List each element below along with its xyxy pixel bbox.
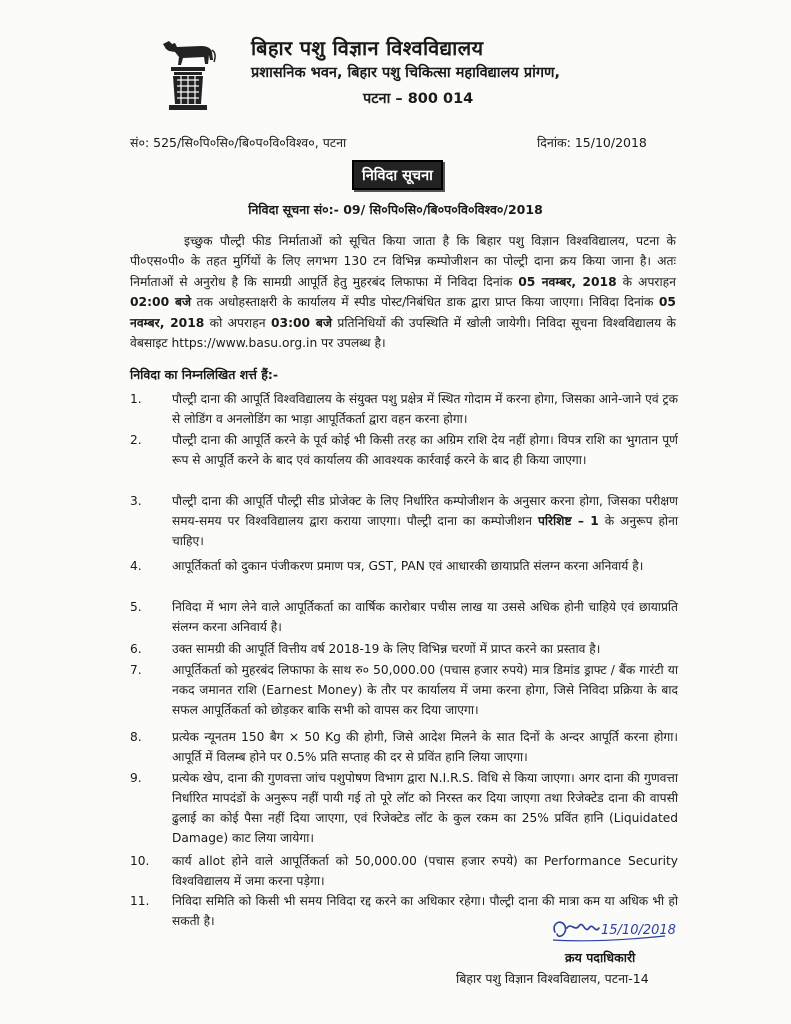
condition-number: 8. <box>130 730 142 744</box>
condition-text-part: के अनुरूप होना चाहिए। <box>172 514 679 548</box>
condition-number: 10. <box>130 854 150 868</box>
condition-text: कार्य allot होने वाले आपूर्तिकर्ता को 50,000.00 (पचास हजार रुपये) का Performance Security विश्वविद्यालय में जमा करना पड़ेगा। <box>172 854 678 888</box>
condition-item <box>130 389 678 429</box>
university-address: प्रशासनिक भवन, बिहार पशु चिकित्सा महाविद्यालय प्रांगण, <box>251 65 561 81</box>
condition-text: पौल्ट्री दाना की आपूर्ति विश्वविद्यालय के संयुक्त पशु प्रक्षेत्र में स्थित गोदाम में करना होगा, जिसका आने-जाने एवं ट्रक से लोडिंग व अनलोडिंग का भाड़ा आपूर्तिकर्ता द्वारा वहन करना होगा। <box>172 392 678 426</box>
condition-text: उक्त सामग्री की आपूर्ति वित्तीय वर्ष 2018-19 के लिए विभिन्न चरणों में प्राप्त करने का प्रस्ताव है। <box>172 642 601 656</box>
university-emblem-icon <box>157 38 219 114</box>
condition-item <box>130 660 678 720</box>
intro-text: इच्छुक पौल्ट्री फीड निर्माताओं को सूचित किया जाता है कि बिहार पशु विज्ञान विश्वविद्यालय, पटना के पी०एस०पी० के तहत मुर्गियों के लिए लगभग 130 टन विभिन्न कम्पोजीशन का पोल्ट्री दाना क्रय किया जाना है। अतः निर्माताओं से अनुरोध है कि सामग्री आपूर्ति हेतु मुहरबंद लिफाफा में निविदा दिनांक <box>130 234 676 289</box>
condition-text: निविदा में भाग लेने वाले आपूर्तिकर्ता का वार्षिक कारोबार पचीस लाख या उससे अधिक होनी चाहिये एवं छायाप्रति संलग्न करना अनिवार्य है। <box>172 600 678 634</box>
condition-number: 9. <box>130 771 142 785</box>
intro-paragraph <box>130 231 676 353</box>
condition-item <box>130 597 678 637</box>
condition-item <box>130 727 678 767</box>
notice-number: निविदा सूचना सं०:- 09/ सि०पि०सि०/बि०प०वि०विश्व०/2018 <box>248 202 543 217</box>
condition-number: 1. <box>130 392 142 406</box>
intro-text: तक अधोहस्ताक्षरी के कार्यालय में स्पीड पोस्ट/निबंधित डाक द्वारा प्राप्त किया जाएगा। निविदा दिनांक <box>191 295 659 310</box>
university-city: पटना – 800 014 <box>363 91 474 107</box>
reference-date: दिनांक: 15/10/2018 <box>537 135 647 150</box>
handwritten-signature <box>535 906 685 952</box>
condition-text: पौल्ट्री दाना की आपूर्ति करने के पूर्व कोई भी किसी तरह का अग्रिम राशि देय नहीं होगा। विपत्र राशि का भुगतान पूर्ण रूप से आपूर्ति करने के बाद एवं कार्यालय की आवश्यक कार्रवाई करने के बाद ही किया जाएगा। <box>172 433 678 467</box>
intro-date-1: 05 नवम्बर, 2018 <box>518 274 617 289</box>
condition-text: आपूर्तिकर्ता को दुकान पंजीकरण प्रमाण पत्र, GST, PAN एवं आधारकी छायाप्रति संलग्न करना अनिवार्य है। <box>172 559 644 573</box>
intro-time-1: 02:00 बजे <box>130 295 192 310</box>
condition-number: 7. <box>130 663 142 677</box>
condition-text: प्रत्येक खेप, दाना की गुणवत्ता जांच पशुपोषण विभाग द्वारा N.I.R.S. विधि से किया जाएगा। अगर दाना की गुणवत्ता निर्धारित मापदंडों के अनुरूप नहीं पायी गई तो पूरे लॉट को निरस्त कर दिया जाएगा तथा रिजेक्टेड दाना की वापसी ढुलाई का कोई पैसा नहीं दिया जाएगा, एवं रिजेक्टेड लॉट के कुल रकम का 25% प्रविंत हानि (Liquidated Damage) काट लिया जायेगा। <box>172 771 678 845</box>
notice-title: निविदा सूचना <box>352 160 443 190</box>
intro-text: प्रतिनिधियों की उपस्थिति में खोली जायेगी। निविदा सूचना विश्वविद्यालय के वेबसाइट https://www.basu.org.in पर उपलब्ध है। <box>130 315 676 351</box>
condition-item <box>130 639 678 659</box>
condition-number: 4. <box>130 559 142 573</box>
condition-item <box>130 491 678 551</box>
condition-number: 11. <box>130 894 150 908</box>
condition-text <box>172 491 678 551</box>
condition-number: 2. <box>130 433 142 447</box>
signatory-title: क्रय पदाधिकारी <box>565 950 636 965</box>
condition-item <box>130 556 678 576</box>
reference-number: सं०: 525/सि०पि०सि०/बि०प०वि०विश्व०, पटना <box>130 135 347 150</box>
signature-date: 15/10/2018 <box>601 923 676 938</box>
condition-text: निविदा समिति को किसी भी समय निविदा रद्द करने का अधिकार रहेगा। पौल्ट्री दाना की मात्रा कम या अधिक भी हो सकती है। <box>172 894 678 928</box>
condition-item <box>130 768 678 848</box>
conditions-heading: निविदा का निम्नलिखित शर्त्त हैं:- <box>130 367 279 382</box>
condition-text-part: पौल्ट्री दाना की आपूर्ति पौल्ट्री सीड प्रोजेक्ट के लिए निर्धारित कम्पोजीशन के अनुसार करना होगा, जिसका परीक्षण समय-समय पर विश्वविद्यालय द्वारा कराया जाएगा। पौल्ट्री दाना का कम्पोजीशन <box>172 494 678 528</box>
condition-text: प्रत्येक न्यूनतम 150 बैग × 50 Kg की होगी, जिसे आदेश मिलने के सात दिनों के अन्दर आपूर्ति करना होगा। आपूर्ति में विलम्ब होने पर 0.5% प्रति सप्ताह की दर से प्रविंत हानि लिया जाएगा। <box>172 730 678 764</box>
appendix-reference: परिशिष्ट – 1 <box>537 514 599 528</box>
university-name: बिहार पशु विज्ञान विश्वविद्यालय <box>251 36 484 60</box>
condition-number: 5. <box>130 600 142 614</box>
condition-item <box>130 430 678 470</box>
intro-text: के अपराहन <box>616 274 676 289</box>
condition-number: 6. <box>130 642 142 656</box>
condition-number: 3. <box>130 494 142 508</box>
intro-text: को अपराहन <box>204 315 271 330</box>
signatory-organization: बिहार पशु विज्ञान विश्वविद्यालय, पटना-14 <box>456 971 649 986</box>
condition-text: आपूर्तिकर्ता को मुहरबंद लिफाफा के साथ रु० 50,000.00 (पचास हजार रुपये) मात्र डिमांड ड्राफ्ट / बैंक गारंटी या नकद जमानत राशि (Earnest Money) के तौर पर कार्यालय में जमा करना होगा, जिसे निविदा प्रक्रिया के बाद सफल आपूर्तिकर्ता को छोड़कर बाकि सभी को वापस कर दिया जाएगा। <box>172 663 678 717</box>
intro-date-2: 05 नवम्बर, 2018 <box>130 295 676 330</box>
condition-item <box>130 851 678 891</box>
intro-time-2: 03:00 बजे <box>270 315 332 330</box>
